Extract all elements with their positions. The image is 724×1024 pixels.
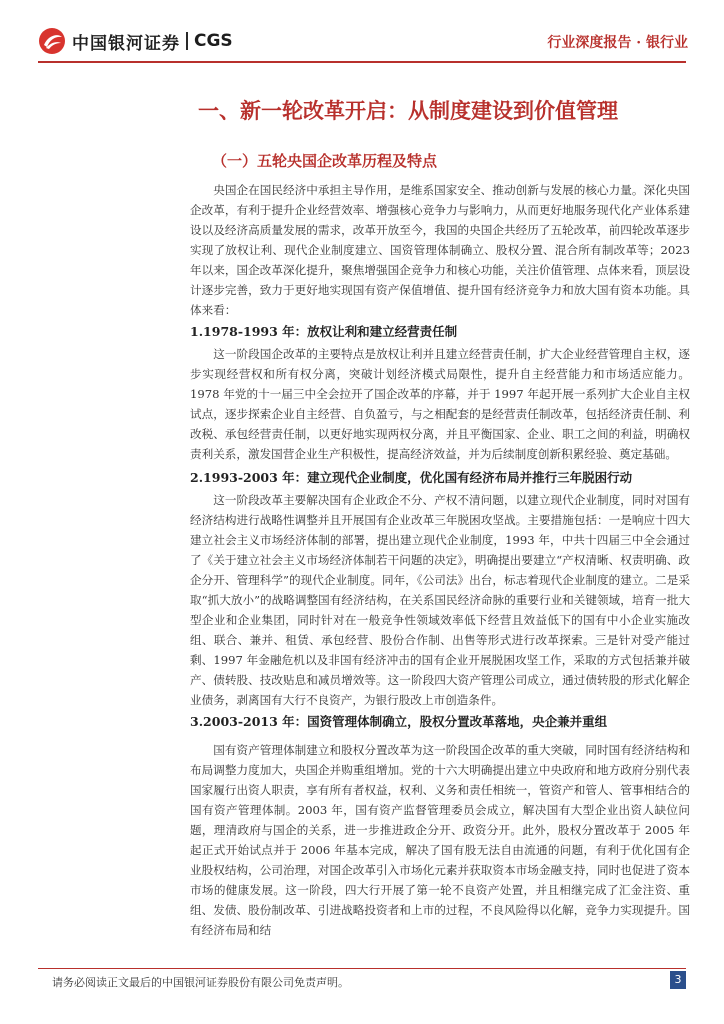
galaxy-logo-icon	[38, 27, 66, 55]
company-logo	[38, 27, 233, 55]
stage2-paragraph: 这一阶段改革主要解决国有企业政企不分、产权不清问题，以建立现代企业制度，同时对国有经济结构进行战略性调整并且开展国有企业改革三年脱困攻坚战。主要措施包括：一是响应十四大建立社会主义市场经济体制的部署，提出建立现代企业制度，1993 年，中共十四届三中全会通过了《关于建立社会主义市场经济体制若干问题的决定》，明确提出要建立“产权清晰、权责明确、政企分开、管理科学”的现代企业制度。同年，《公司法》出台，标志着现代企业制度的建立。二是采取“抓大放小”的战略调整国有经济结构，在关系国民经济命脉的重要行业和关键领域，培育一批大型企业和企业集团，同时针对在一般竞争性领域效率低下经营且效益低下的国有中小企业实施改组、联合、兼并、租赁、承包经营、股份合作制、出售等形式进行改革探索。三是针对受产能过剩、1997 年金融危机以及非国有经济冲击的国有企业开展脱困攻坚工作，采取的方式包括兼并破产、债转股、技改贴息和减员增效等。这一阶段四大资产管理公司成立，通过债转股的形式化解企业债务，剥离国有大行不良资产，为银行股改上市创造条件。	[190, 493, 690, 707]
stage3-block	[190, 712, 690, 940]
section-title: 一、新一轮改革开启：从制度建设到价值管理	[198, 98, 618, 123]
logo-english-name: CGS	[194, 31, 233, 51]
report-type: 行业深度报告 · 银行业	[547, 35, 688, 51]
stage3-heading: 3.2003-2013 年：国资管理体制确立，股权分置改革落地，央企兼并重组	[190, 714, 608, 729]
logo-chinese-name: 中国银河证券	[72, 33, 180, 54]
intro-block	[190, 180, 690, 320]
footer-divider	[38, 968, 686, 969]
stage1-paragraph: 这一阶段国企改革的主要特点是放权让利并且建立经营责任制，扩大企业经营管理自主权，逐步实现经营权和所有权分离，突破计划经济模式局限性，提升自主经营能力和市场适应能力。1978 年党的十一届三中全会拉开了国企改革的序幕，并于 1997 年起开展一系列扩大企业自主权试点，逐步探索企业自主经营、自负盈亏，与之相配套的是经营责任制改革，包括经济责任制、利改税、承包经营责任制，以更好地实现两权分离，并且平衡国家、企业、职工之间的利益，明确权责利关系，激发国营企业生产积极性，提高经济效益，并为后续制度创新积累经验、奠定基础。	[190, 347, 690, 461]
logo-divider	[186, 32, 188, 50]
stage2-heading: 2.1993-2003 年：建立现代企业制度，优化国有经济布局并推行三年脱困行动	[190, 470, 633, 485]
stage3-paragraph: 国有资产管理体制建立和股权分置改革为这一阶段国企改革的重大突破，同时国有经济结构和布局调整力度加大，央国企并购重组增加。党的十六大明确提出建立中央政府和地方政府分别代表国家履行出资人职责，享有所有者权益，权利、义务和责任相统一，管资产和管人、管事相结合的国有资产管理体制。2003 年，国有资产监督管理委员会成立，解决国有大型企业出资人缺位问题，理清政府与国企的关系，进一步推进政企分开、政资分开。此外，股权分置改革于 2005 年起正式开始试点并于 2006 年基本完成，解决了国有股无法自由流通的问题，有利于优化国有企业股权结构，公司治理，对国企改革引入市场化元素并获取资本市场金融支持，同时也促进了资本市场的健康发展。这一阶段，四大行开展了第一轮不良资产处置，并且相继完成了汇金注资、重组、发债、股份制改革、引进战略投资者和上市的过程，不良风险得以化解，竞争力实现提升。国有经济布局和结	[190, 743, 690, 937]
header-divider	[38, 61, 686, 63]
page-header	[0, 0, 724, 62]
intro-paragraph: 央国企在国民经济中承担主导作用，是维系国家安全、推动创新与发展的核心力量。深化央国企改革，有利于提升企业经营效率、增强核心竞争力与影响力，从而更好地服务现代化产业体系建设以及经济高质量发展的需求，改革开放至今，我国的央国企共经历了五轮改革，前四轮改革逐步实现了放权让利、现代企业制度建立、国资管理体制确立、股权分置、混合所有制改革等；2023 年以来，国企改革深化提升，聚焦增强国企竞争力和核心功能，关注价值管理、点体来看，顶层设计逐步完善，致力于更好地实现国有资产保值增值、提升国有经济竞争力和放大国有资本功能。具体来看：	[190, 183, 690, 317]
stage1-block	[190, 322, 690, 464]
stage1-heading: 1.1978-1993 年：放权让利和建立经营责任制	[190, 324, 458, 339]
section-subtitle: （一）五轮央国企改革历程及特点	[212, 152, 438, 170]
page-number: 3	[670, 971, 686, 989]
footer-disclaimer: 请务必阅读正文最后的中国银河证券股份有限公司免责声明。	[52, 976, 349, 989]
stage2-block	[190, 468, 690, 710]
